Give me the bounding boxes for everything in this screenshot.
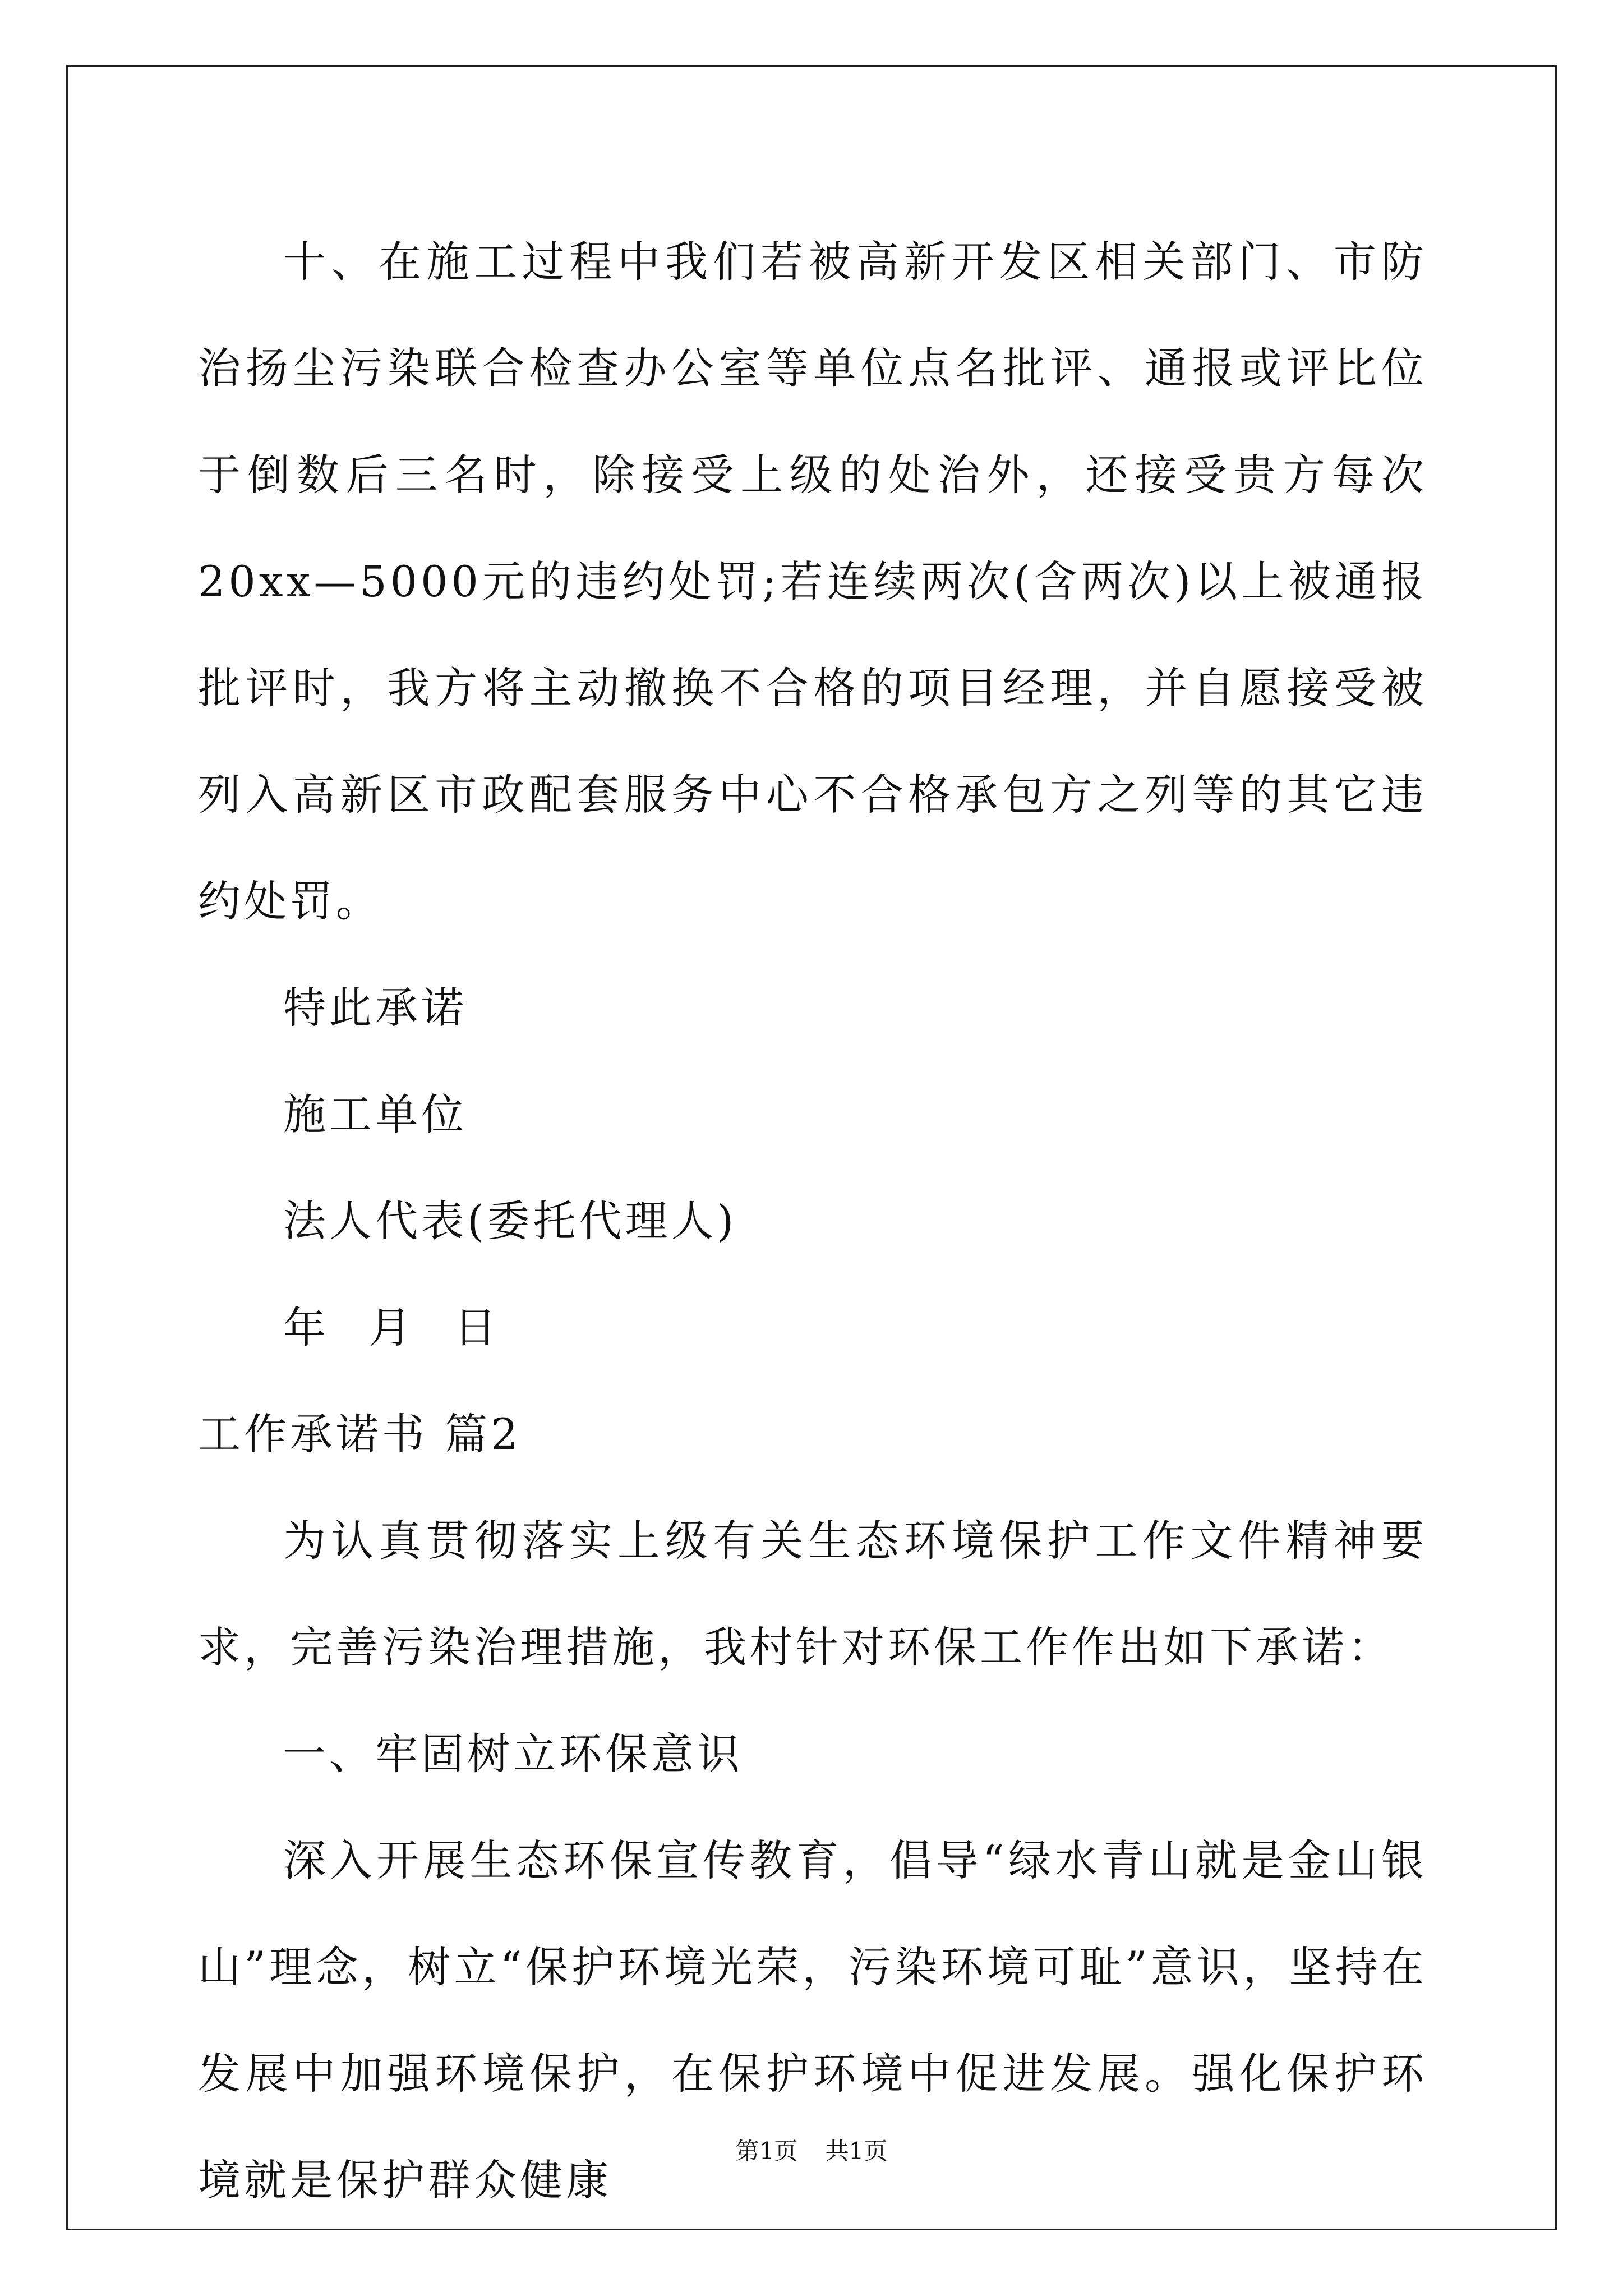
paragraph-clause-ten: 十、在施工过程中我们若被高新开发区相关部门、市防治扬尘污染联合检查办公室等单位点名批评、通报或评比位于倒数后三名时，除接受上级的处治外，还接受贵方每次20xx—5000元的违约处罚;若连续两次(含两次)以上被通报批评时，我方将主动撤换不合格的项目经理，并自愿接受被列入高新区市政配套服务中心不合格承包方之列等的其它违约处罚。	[198, 237, 1427, 926]
page-number-current: 第1页	[735, 2137, 798, 2165]
page-footer	[0, 2133, 1623, 2166]
paragraph-construction-unit: 施工单位	[283, 1089, 467, 1139]
paragraph-item-one-heading: 一、牢固树立环保意识	[283, 1729, 743, 1779]
section-title: 工作承诺书 篇2	[198, 1409, 522, 1459]
page-number-total: 共1页	[825, 2137, 888, 2165]
paragraph-intro: 为认真贯彻落实上级有关生态环境保护工作文件精神要求，完善污染治理措施，我村针对环保工作作出如下承诺：	[198, 1516, 1427, 1672]
paragraph-item-one-body: 深入开展生态环保宣传教育，倡导“绿水青山就是金山银山”理念，树立“保护环境光荣，污染环境可耻”意识，坚持在发展中加强环境保护，在保护环境中促进发展。强化保护环境就是保护群众健康	[198, 1835, 1427, 2205]
paragraph-hereby-promise: 特此承诺	[283, 983, 467, 1033]
paragraph-legal-representative: 法人代表(委托代理人)	[283, 1196, 737, 1246]
document-body	[198, 209, 1427, 2234]
paragraph-date-line: 年 月 日	[283, 1303, 511, 1352]
